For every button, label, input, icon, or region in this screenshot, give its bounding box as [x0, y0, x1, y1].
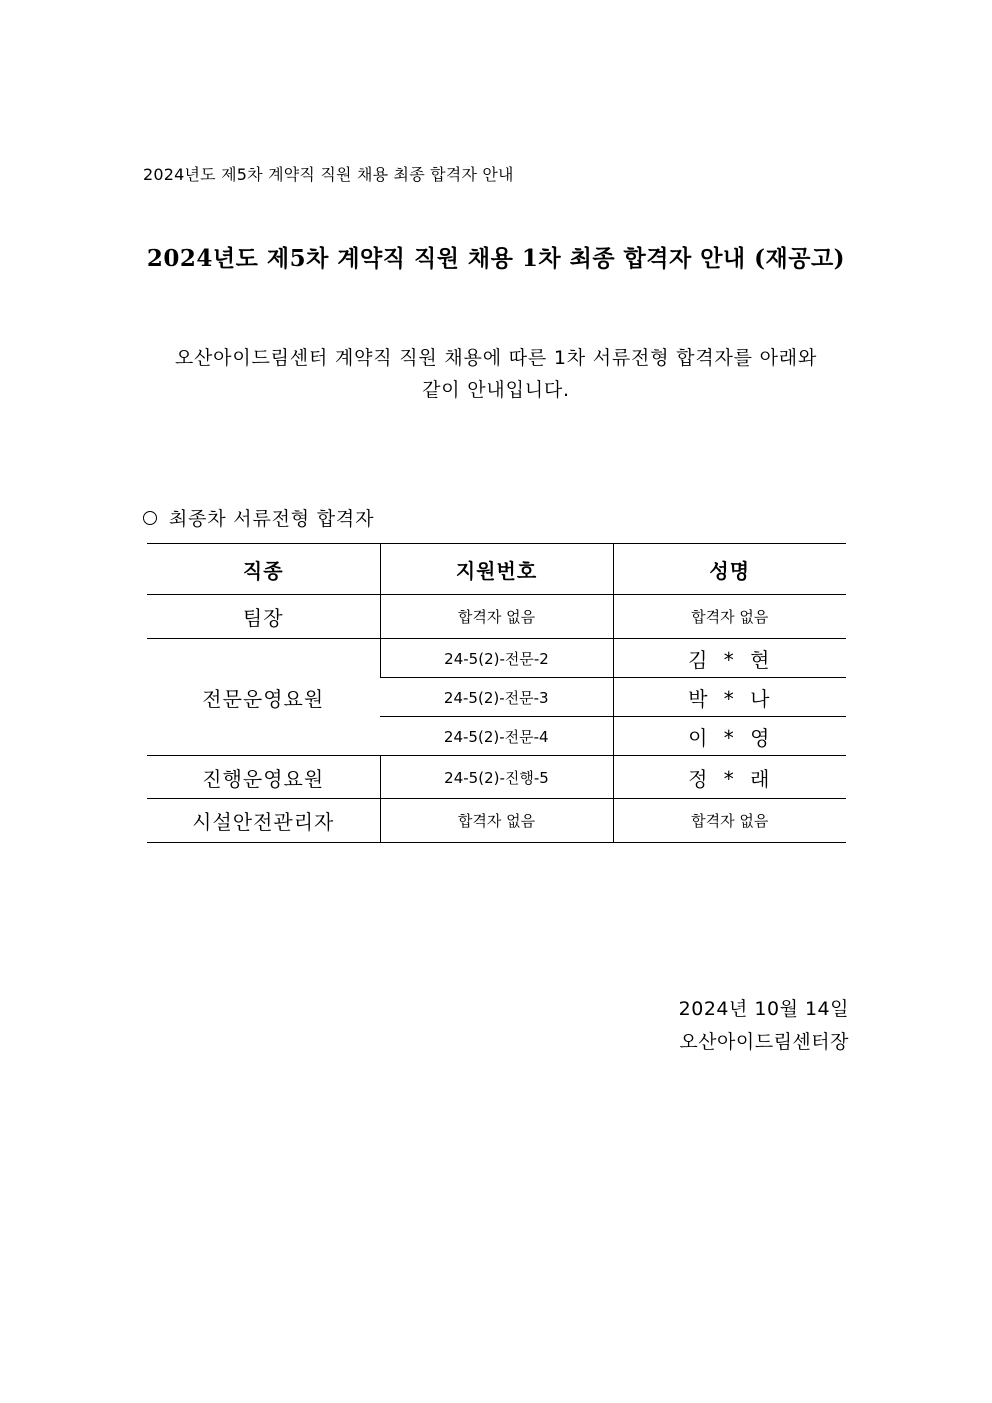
table-row: [147, 799, 846, 843]
intro-line-2: 같이 안내입니다.: [422, 379, 570, 401]
cell-name: 이 * 영: [613, 717, 846, 756]
table-row: [147, 639, 846, 678]
cell-name: 김 * 현: [613, 639, 846, 678]
cell-application-number: 24-5(2)-진행-5: [380, 756, 613, 799]
header-position: 직종: [147, 544, 380, 595]
cell-application-number: 합격자 없음: [380, 799, 613, 843]
cell-application-number: 24-5(2)-전문-4: [380, 717, 613, 756]
document-header-line: 2024년도 제5차 계약직 직원 채용 최종 합격자 안내: [143, 165, 514, 184]
section-heading: [143, 504, 374, 531]
cell-position: 전문운영요원: [147, 639, 380, 756]
cell-position: 진행운영요원: [147, 756, 380, 799]
cell-application-number: 24-5(2)-전문-2: [380, 639, 613, 678]
table-header-row: [147, 544, 846, 595]
cell-name: 합격자 없음: [613, 799, 846, 843]
header-name: 성명: [613, 544, 846, 595]
intro-line-1: 오산아이드림센터 계약직 직원 채용에 따른 1차 서류전형 합격자를 아래와: [174, 347, 818, 369]
cell-application-number: 24-5(2)-전문-3: [380, 678, 613, 717]
header-application-number: 지원번호: [380, 544, 613, 595]
cell-name: 합격자 없음: [613, 595, 846, 639]
cell-position: 팀장: [147, 595, 380, 639]
table-row: [147, 595, 846, 639]
table-row: [147, 756, 846, 799]
cell-name: 정 * 래: [613, 756, 846, 799]
circle-bullet-icon: [143, 511, 157, 525]
page-title: 2024년도 제5차 계약직 직원 채용 1차 최종 합격자 안내 (재공고): [146, 245, 846, 272]
section-heading-text: 최종차 서류전형 합격자: [169, 508, 375, 530]
results-table: [147, 543, 846, 843]
cell-position: 시설안전관리자: [147, 799, 380, 843]
issuing-organization: 오산아이드림센터장: [679, 1031, 849, 1053]
issue-date: 2024년 10월 14일: [678, 998, 849, 1020]
intro-paragraph: [0, 342, 992, 406]
cell-name: 박 * 나: [613, 678, 846, 717]
cell-application-number: 합격자 없음: [380, 595, 613, 639]
